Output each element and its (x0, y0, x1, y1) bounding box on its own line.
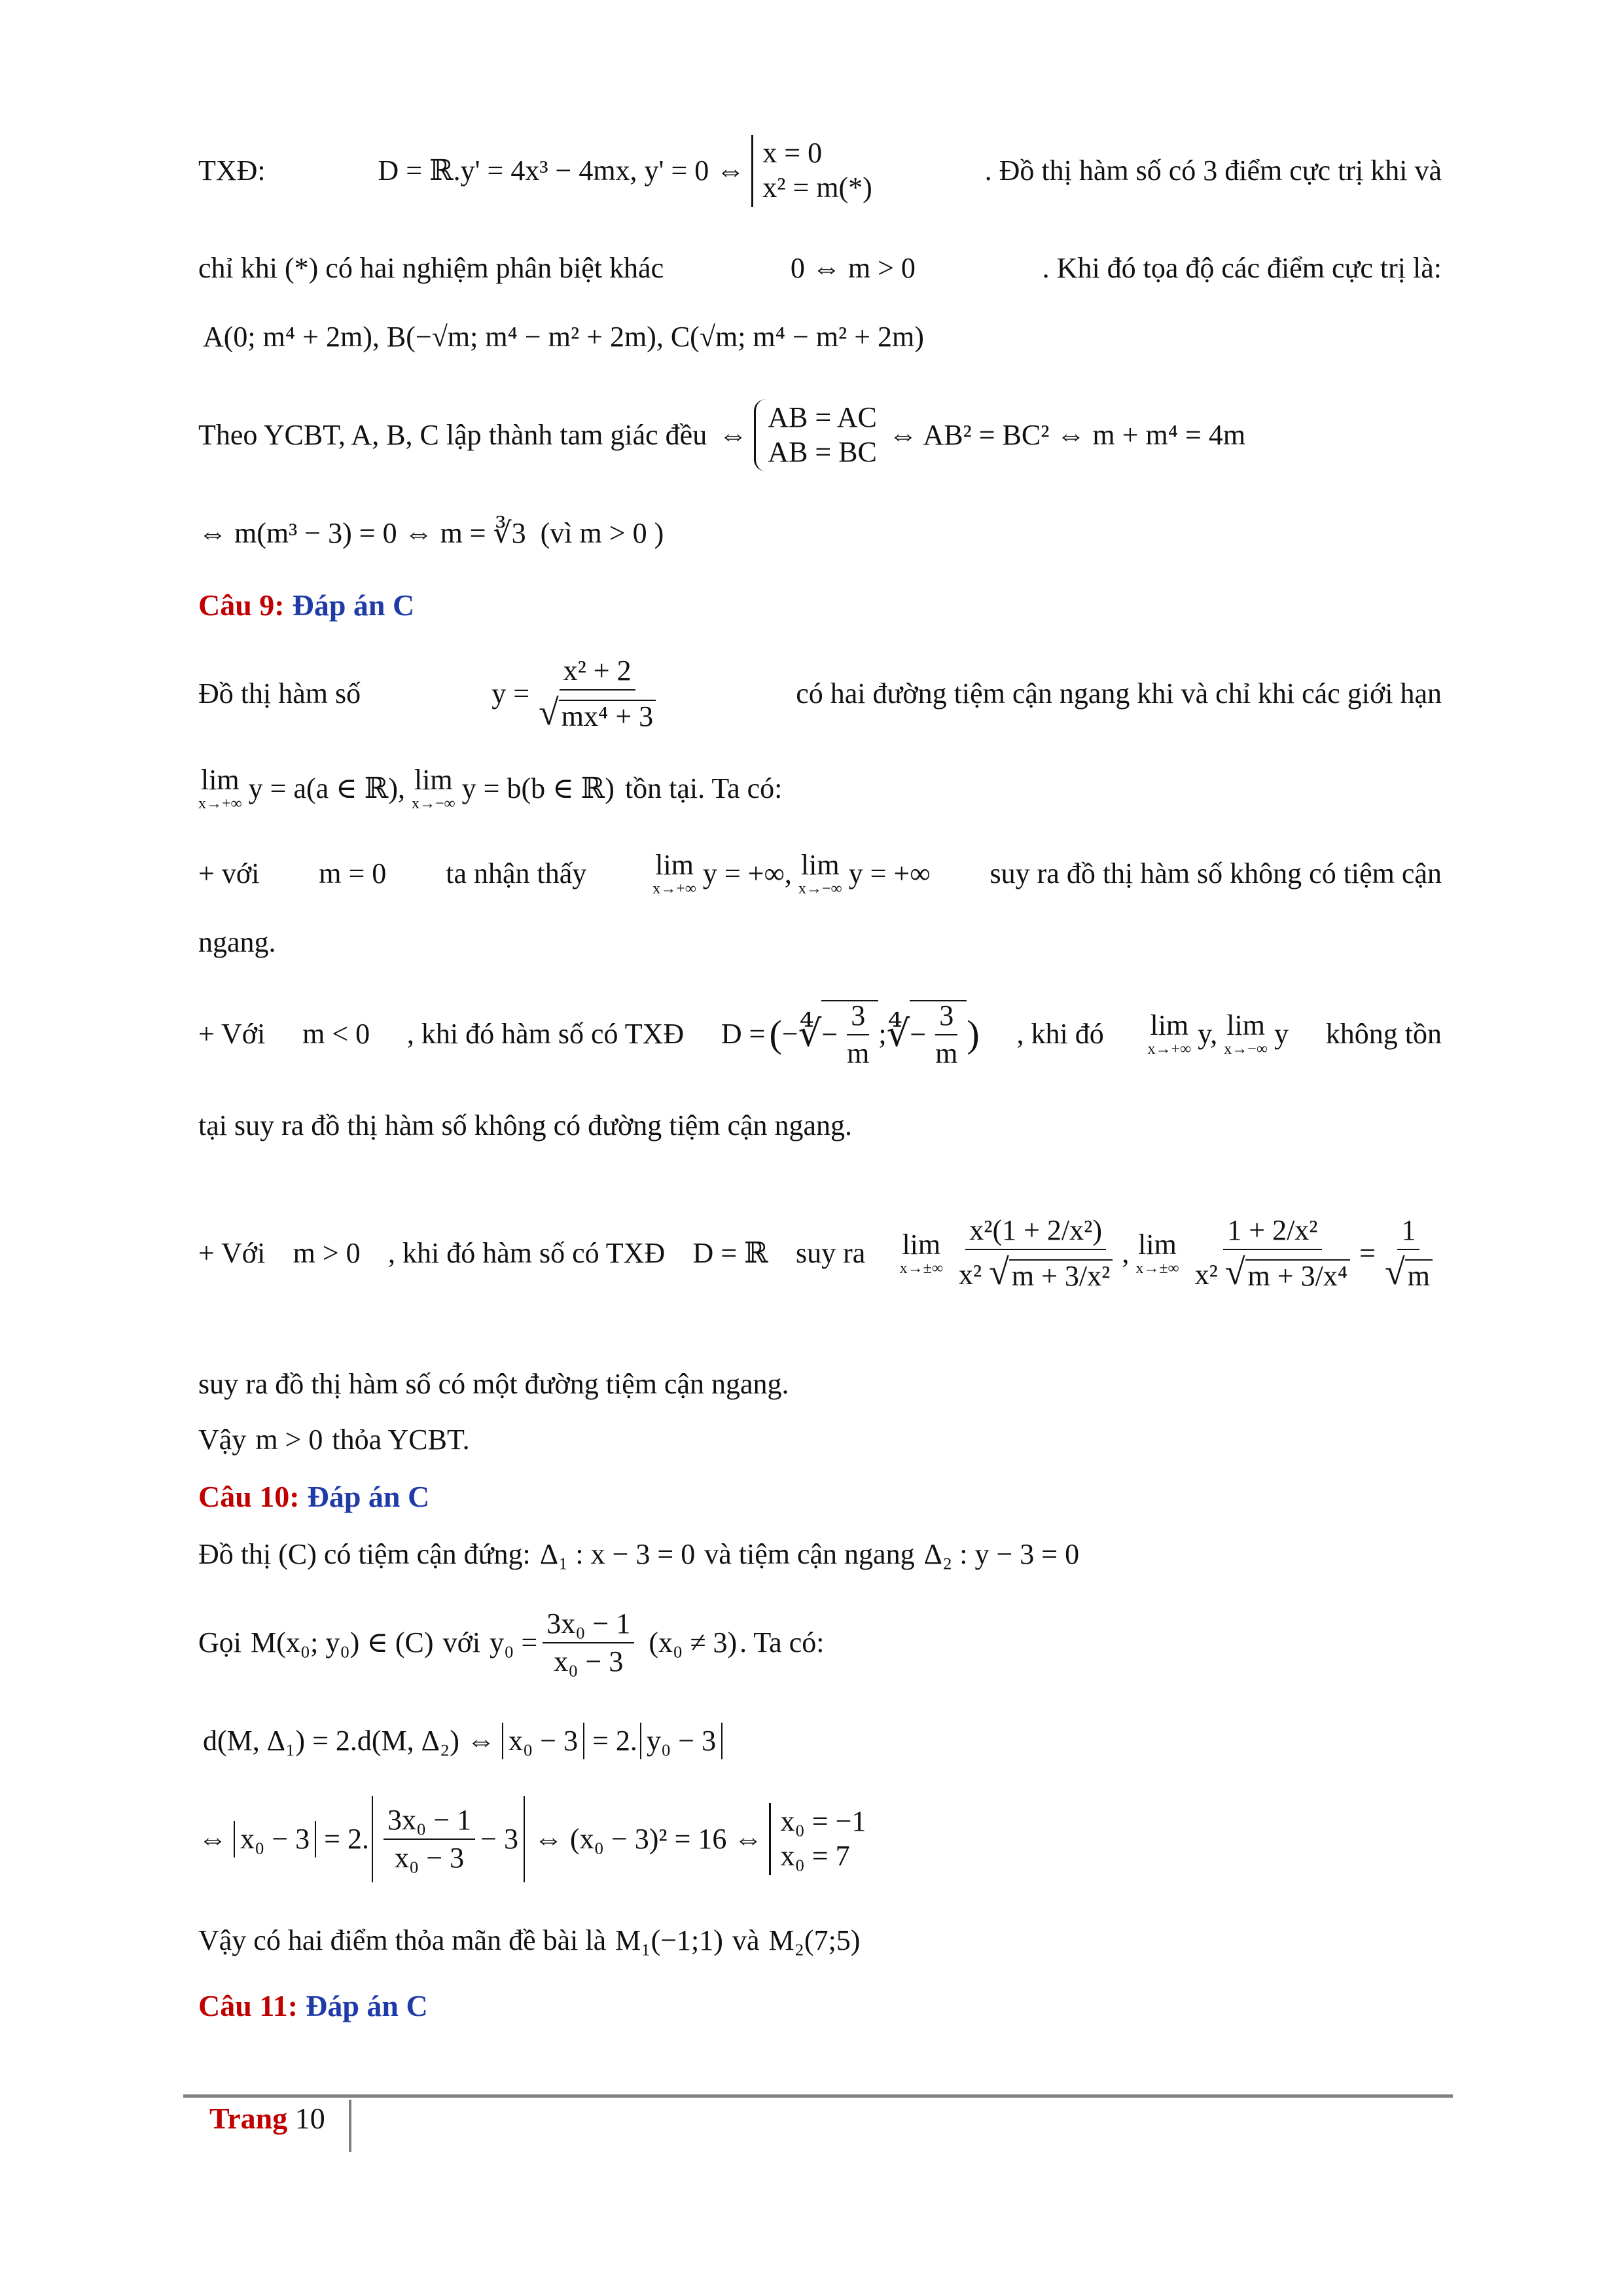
lim-word: lim (1138, 1229, 1177, 1261)
text: Đồ thị hàm số (198, 677, 361, 709)
answer-label: Đáp án C (292, 588, 415, 622)
separator: , (1122, 1237, 1130, 1269)
lim-sub: x→−∞ (1224, 1041, 1268, 1058)
line-equilateral (198, 393, 1442, 478)
page-footer (209, 2101, 325, 2136)
sqrt-symbol: √ (989, 1252, 1009, 1293)
math: D = ℝ (692, 1237, 768, 1269)
text: chỉ khi (*) có hai nghiệm phân biệt khác (198, 252, 664, 284)
equals: = (1359, 1237, 1376, 1269)
fourth-root-symbol: ∜ (798, 1014, 822, 1054)
math-expr: y = +∞, (702, 857, 792, 889)
footer-vertical-divider (349, 2100, 351, 2152)
text: , khi đó (1016, 1018, 1104, 1050)
limit (1135, 1230, 1179, 1276)
fraction (955, 1216, 1116, 1291)
sqrt (989, 1254, 1113, 1291)
math: M₁(−1;1) (615, 1924, 723, 1956)
math: Δ₁ : x − 3 = 0 (539, 1538, 696, 1570)
math (490, 1609, 737, 1676)
text: suy ra (796, 1237, 866, 1269)
radicand: m + 3/x² (1009, 1259, 1113, 1291)
math-expr: x² (958, 1259, 982, 1291)
lim-word: lim (200, 764, 240, 796)
denominator: x₀ − 3 (394, 1842, 465, 1874)
text: . Đồ thị hàm số có 3 điểm cực trị khi và (984, 154, 1442, 187)
numerator: 1 + 2/x² (1223, 1216, 1321, 1250)
math: = 2. (592, 1725, 637, 1757)
q9-line-function (198, 648, 1442, 740)
text: Vậy (198, 1424, 247, 1456)
limit (412, 766, 455, 812)
math (1141, 1011, 1288, 1057)
condition: (x₀ ≠ 3) (649, 1626, 738, 1659)
lim-word: lim (902, 1229, 941, 1261)
text: tồn tại. Ta có: (624, 772, 783, 804)
text: Vậy có hai điểm thỏa mãn đề bài là (198, 1924, 607, 1956)
math-expr: D = (721, 1018, 766, 1050)
denominator (1381, 1250, 1436, 1291)
equation: AB = AC (768, 401, 877, 434)
limit (198, 766, 242, 812)
math-expr: x² (1194, 1259, 1218, 1291)
radicand: m (1405, 1259, 1433, 1291)
lim-sub: x→+∞ (652, 880, 696, 897)
q9-line-case-negative (198, 985, 1442, 1083)
absolute-value: x₀ − 3 (502, 1723, 584, 1759)
sqrt-symbol: √ (539, 692, 559, 733)
math: ⇔ (719, 419, 748, 451)
denominator (1191, 1250, 1355, 1291)
numerator: 3 (847, 1001, 869, 1035)
text: suy ra đồ thị hàm số có một đường tiệm cận ngang. (198, 1368, 789, 1400)
sqrt (539, 694, 656, 731)
paren: ( (769, 1013, 782, 1055)
math-domain (721, 1000, 980, 1068)
text: . Khi đó tọa độ các điểm cực trị là: (1042, 252, 1442, 284)
limit (652, 851, 696, 897)
lim-sub: x→+∞ (198, 795, 242, 812)
fraction (1191, 1216, 1355, 1291)
limit (1147, 1011, 1191, 1057)
fraction (931, 1001, 961, 1068)
point-c: , C(√m; m⁴ − m² + 2m) (656, 321, 924, 353)
case: x = 0 (762, 137, 823, 170)
q10-line-point-m (198, 1597, 1442, 1689)
text: (vì m > 0 ) (540, 517, 664, 549)
equation: AB = BC (768, 436, 877, 468)
math-expr: y = (491, 677, 530, 709)
q9-line-case-zero (198, 851, 1442, 897)
radicand (910, 1000, 967, 1068)
text: suy ra đồ thị hàm số không có tiệm cận (990, 857, 1442, 889)
absolute-value (372, 1796, 525, 1882)
absolute-value: y₀ − 3 (640, 1723, 722, 1759)
q10-line-solve (198, 1790, 1442, 1888)
math: ⇔ AB² = BC² ⇔ m + m⁴ = 4m (888, 419, 1246, 451)
fraction (535, 656, 660, 731)
denominator (955, 1250, 1116, 1291)
text: thỏa YCBT. (332, 1424, 470, 1456)
lim-sub: x→±∞ (899, 1260, 943, 1277)
text: tại suy ra đồ thị hàm số không có đường tiệm cận ngang. (198, 1109, 853, 1141)
text: ta nhận thấy (446, 857, 587, 889)
math: M(x₀; y₀) ∈ (C) (251, 1626, 434, 1659)
math: m > 0 (255, 1424, 323, 1456)
text: Đồ thị (C) có tiệm cận đứng: (198, 1538, 531, 1570)
point-a: A(0; m⁴ + 2m) (203, 321, 372, 353)
q9-line-case-positive (198, 1172, 1442, 1335)
text: TXĐ: (198, 154, 266, 187)
denominator: m (847, 1037, 870, 1069)
footer-divider (183, 2094, 1453, 2098)
text: ngang. (198, 926, 276, 958)
numerator: x² + 2 (560, 656, 635, 691)
minus: − (781, 1018, 798, 1050)
text: Theo YCBT, A, B, C lập thành tam giác đều (198, 419, 707, 451)
case: x² = m(*) (762, 171, 872, 204)
math-expr: D = ℝ.y' = 4x³ − 4mx, y' = 0 ⇔ (378, 154, 745, 187)
fraction (543, 1609, 634, 1676)
text: , khi đó hàm số có TXĐ (387, 1237, 666, 1269)
math-expr: y, (1198, 1018, 1218, 1050)
fraction (1381, 1216, 1436, 1291)
q10-line-conclusion (198, 1918, 1442, 1964)
absolute-value: x₀ − 3 (234, 1821, 316, 1857)
text: + Với (198, 1237, 266, 1269)
math: y = b(b ∈ ℝ) (461, 772, 615, 804)
page-number: 10 (294, 2102, 325, 2135)
text: có hai đường tiệm cận ngang khi và chỉ khi các giới hạn (796, 677, 1442, 709)
q9-line-ngang (198, 926, 1442, 959)
fourth-root-symbol: ∜ (886, 1014, 910, 1054)
math: ⇔ (198, 1823, 227, 1855)
lim-word: lim (414, 764, 453, 796)
text: + với (198, 857, 260, 889)
separator: ; (878, 1018, 887, 1050)
math: d(M, Δ₁) = 2.d(M, Δ₂) ⇔ (203, 1725, 495, 1757)
limit (1224, 1011, 1268, 1057)
line-condition (198, 252, 1442, 285)
fraction (843, 1001, 873, 1068)
lim-sub: x→+∞ (1147, 1041, 1192, 1058)
answer-label: Đáp án C (307, 1480, 430, 1513)
q9-line-one-asymptote (198, 1368, 1442, 1401)
sqrt (1385, 1254, 1433, 1291)
numerator: 1 (1397, 1216, 1419, 1250)
q9-line-no-asymptote (198, 1109, 1442, 1142)
radicand: m + 3/x⁴ (1245, 1259, 1351, 1291)
math-expr: − 3 (480, 1823, 518, 1855)
text: và (732, 1924, 760, 1956)
math: m = 0 (319, 857, 387, 889)
math: Δ₂ : y − 3 = 0 (923, 1538, 1080, 1570)
math-expr: y = +∞ (848, 857, 931, 889)
line-txd (198, 128, 1442, 213)
question-label: Câu 9: (198, 588, 285, 622)
math-expr: y (1274, 1018, 1289, 1050)
case: x₀ = −1 (780, 1805, 866, 1838)
numerator: x²(1 + 2/x²) (965, 1216, 1106, 1250)
math: ⇔ m(m³ − 3) = 0 ⇔ m = ∛3 (198, 517, 526, 549)
question-11-heading (198, 1990, 1442, 2022)
minus: − (821, 1018, 838, 1050)
question-label: Câu 10: (198, 1480, 300, 1513)
math-limit-expression (893, 1216, 1442, 1291)
math (378, 135, 872, 207)
lim-sub: x→−∞ (798, 880, 842, 897)
text: với (442, 1626, 481, 1659)
text: không tồn (1325, 1018, 1442, 1050)
minus: − (910, 1018, 927, 1050)
numerator: 3 (935, 1001, 957, 1035)
case-bracket (769, 1803, 866, 1875)
question-label: Câu 11: (198, 1989, 298, 2022)
paren: ) (967, 1013, 980, 1055)
lim-word: lim (1226, 1009, 1265, 1041)
lim-sub: x→±∞ (1135, 1260, 1179, 1277)
text: . Ta có: (740, 1626, 825, 1659)
lim-word: lim (800, 849, 840, 881)
sqrt (1225, 1254, 1350, 1291)
math (491, 656, 665, 731)
limit (798, 851, 842, 897)
sqrt-symbol: √ (1384, 1252, 1405, 1293)
question-10-heading (198, 1480, 1442, 1513)
denominator (535, 691, 660, 731)
math: m > 0 (293, 1237, 361, 1269)
q10-line-asymptotes (198, 1538, 1442, 1571)
answer-label: Đáp án C (306, 1989, 428, 2022)
line-points (203, 317, 1446, 357)
lim-word: lim (1150, 1009, 1189, 1041)
numerator: 3x₀ − 1 (383, 1806, 475, 1840)
limit (900, 1230, 943, 1276)
footer-label: Trang (209, 2102, 288, 2135)
line-solution (198, 514, 1442, 553)
lim-sub: x→−∞ (411, 795, 455, 812)
math: m < 0 (302, 1018, 370, 1050)
text: Gọi (198, 1626, 241, 1659)
q9-line-conclusion (198, 1424, 1442, 1456)
denominator: m (935, 1037, 958, 1069)
case: x₀ = 7 (780, 1840, 850, 1872)
math: ⇔ (x₀ − 3)² = 16 ⇔ (533, 1823, 763, 1855)
system-brace (754, 399, 877, 471)
question-9-heading (198, 589, 1442, 622)
radicand: mx⁴ + 3 (559, 700, 656, 731)
case-bracket (751, 135, 872, 207)
radicand (821, 1000, 878, 1068)
lim-word: lim (655, 849, 694, 881)
denominator: x₀ − 3 (554, 1645, 624, 1677)
numerator: 3x₀ − 1 (543, 1609, 634, 1643)
math: y = a(a ∈ ℝ), (248, 772, 405, 804)
point-b: , B(−√m; m⁴ − m² + 2m) (372, 321, 656, 353)
q9-line-limits (198, 766, 1442, 812)
text: , khi đó hàm số có TXĐ (406, 1018, 685, 1050)
math (646, 851, 930, 897)
math-expr: y₀ = (490, 1626, 538, 1659)
text: + Với (198, 1018, 266, 1050)
math: = 2. (324, 1823, 369, 1855)
q10-line-distance (203, 1718, 1446, 1764)
text: và tiệm cận ngang (704, 1538, 915, 1570)
sqrt-symbol: √ (1224, 1252, 1245, 1293)
math: M₂(7;5) (768, 1924, 861, 1956)
fraction (383, 1806, 475, 1873)
math: 0 ⇔ m > 0 (790, 252, 916, 284)
